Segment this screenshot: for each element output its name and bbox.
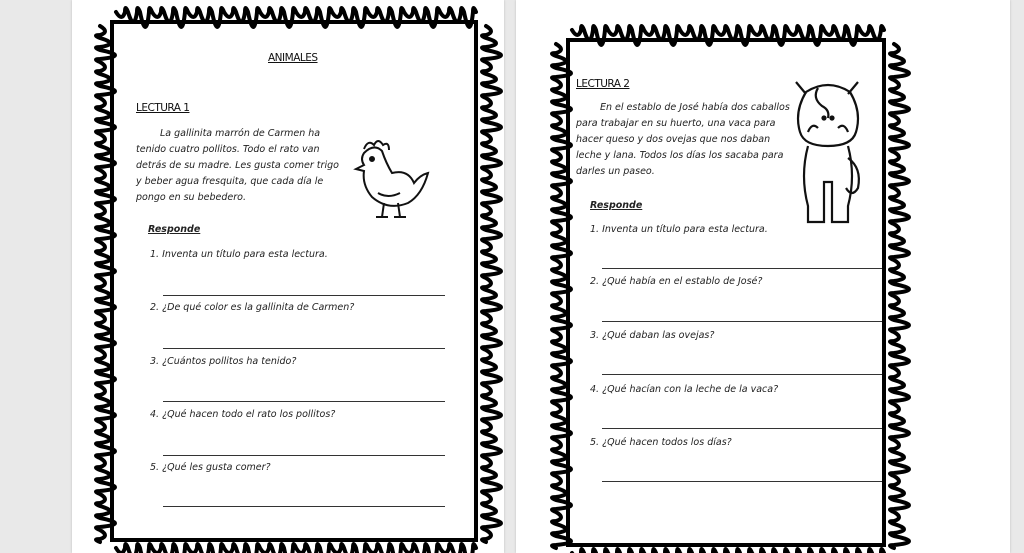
horse-icon bbox=[788, 78, 868, 230]
answer-line-4[interactable] bbox=[602, 428, 882, 429]
document-page-2 bbox=[516, 0, 1010, 553]
answer-line-3[interactable] bbox=[602, 374, 882, 375]
answer-line-4[interactable] bbox=[163, 455, 445, 456]
reading-heading: LECTURA 2 bbox=[576, 78, 630, 90]
question-5: 5. ¿Qué les gusta comer? bbox=[150, 462, 271, 473]
question-4: 4. ¿Qué hacían con la leche de la vaca? bbox=[590, 384, 779, 395]
hen-icon bbox=[350, 135, 438, 223]
answer-line-5[interactable] bbox=[602, 481, 882, 482]
answer-line-3[interactable] bbox=[163, 401, 445, 402]
question-2: 2. ¿Qué había en el establo de José? bbox=[590, 276, 763, 287]
question-2: 2. ¿De qué color es la gallinita de Carmen? bbox=[150, 302, 355, 313]
answer-line-5[interactable] bbox=[163, 506, 445, 507]
answer-line-1[interactable] bbox=[163, 295, 445, 296]
answer-line-2[interactable] bbox=[602, 321, 882, 322]
question-3: 3. ¿Qué daban las ovejas? bbox=[590, 330, 715, 341]
question-1: 1. Inventa un título para esta lectura. bbox=[150, 249, 328, 260]
page-title: ANIMALES bbox=[268, 52, 318, 64]
answer-line-2[interactable] bbox=[163, 348, 445, 349]
question-3: 3. ¿Cuántos pollitos ha tenido? bbox=[150, 356, 297, 367]
document-page-1 bbox=[72, 0, 504, 553]
reading-heading: LECTURA 1 bbox=[136, 102, 190, 114]
respond-label: Responde bbox=[148, 224, 201, 235]
reading-paragraph: La gallinita marrón de Carmen ha tenido cuatro pollitos. Todo el rato van detrás de su madre. Les gusta comer trigo y beber agua fresquita, que cada día le pongo en su bebedero. bbox=[136, 128, 339, 203]
answer-line-1[interactable] bbox=[602, 268, 882, 269]
question-1: 1. Inventa un título para esta lectura. bbox=[590, 224, 768, 235]
scribble-border bbox=[72, 0, 504, 553]
question-4: 4. ¿Qué hacen todo el rato los pollitos? bbox=[150, 409, 336, 420]
question-5: 5. ¿Qué hacen todos los días? bbox=[590, 437, 732, 448]
respond-label: Responde bbox=[590, 200, 643, 211]
reading-paragraph: En el establo de José había dos caballos para trabajar en su huerto, una vaca para hacer queso y dos ovejas que nos daban leche y lana. Todos los días los sacaba para darles un paseo. bbox=[576, 102, 790, 177]
